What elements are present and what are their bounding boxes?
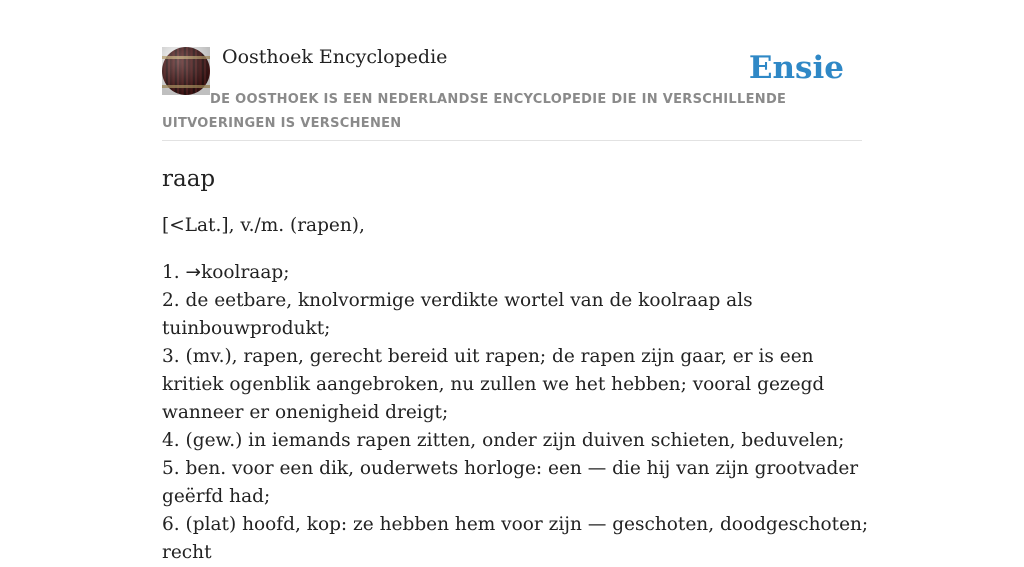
definition-text: ; xyxy=(283,262,290,283)
definition-number: 3. xyxy=(162,346,186,367)
site-tagline: DE OOSTHOEK IS EEN NEDERLANDSE ENCYCLOPEDIE DIE IN VERSCHILLENDE UITVOERINGEN IS VERSCHENEN xyxy=(162,92,787,131)
definition-text: (mv.), rapen, gerecht bereid uit rapen; de rapen zijn gaar, er is een kritiek ogenblik aangebroken, nu zullen we het hebben; vooral gezegd wanneer er onenigheid dreigt; xyxy=(162,346,825,423)
ensie-logo-link[interactable]: Ensie xyxy=(748,50,844,86)
site-header xyxy=(162,0,862,141)
definition-item xyxy=(162,511,872,567)
definition-number: 5. xyxy=(162,458,186,479)
definition-number: 2. xyxy=(162,290,186,311)
definition-list xyxy=(162,259,872,567)
definition-number: 4. xyxy=(162,430,186,451)
definition-item xyxy=(162,287,872,343)
entry-term: raap xyxy=(162,166,216,192)
definition-text: ben. voor een dik, ouderwets horloge: een — die hij van zijn grootvader geërfd had; xyxy=(162,458,859,507)
definition-item xyxy=(162,343,872,427)
definition-item xyxy=(162,427,872,455)
definition-text: de eetbare, knolvormige verdikte wortel van de koolraap als tuinbouwprodukt; xyxy=(162,290,753,339)
definition-number: 6. xyxy=(162,514,186,535)
arrow-right-icon: → xyxy=(185,262,202,283)
definition-number: 1. xyxy=(162,262,186,283)
entry-grammar: [<Lat.], v./m. (rapen), xyxy=(162,215,365,236)
definition-text: (plat) hoofd, kop: ze hebben hem voor zijn — geschoten, doodgeschoten; recht xyxy=(162,514,869,563)
definition-text: (gew.) in iemands rapen zitten, onder zijn duiven schieten, beduvelen; xyxy=(185,430,845,451)
site-title-link[interactable]: Oosthoek Encyclopedie xyxy=(222,46,448,68)
definition-item xyxy=(162,455,872,511)
koolraap-link[interactable]: koolraap xyxy=(201,262,284,283)
definition-item xyxy=(162,259,872,287)
entry-content xyxy=(162,160,872,567)
